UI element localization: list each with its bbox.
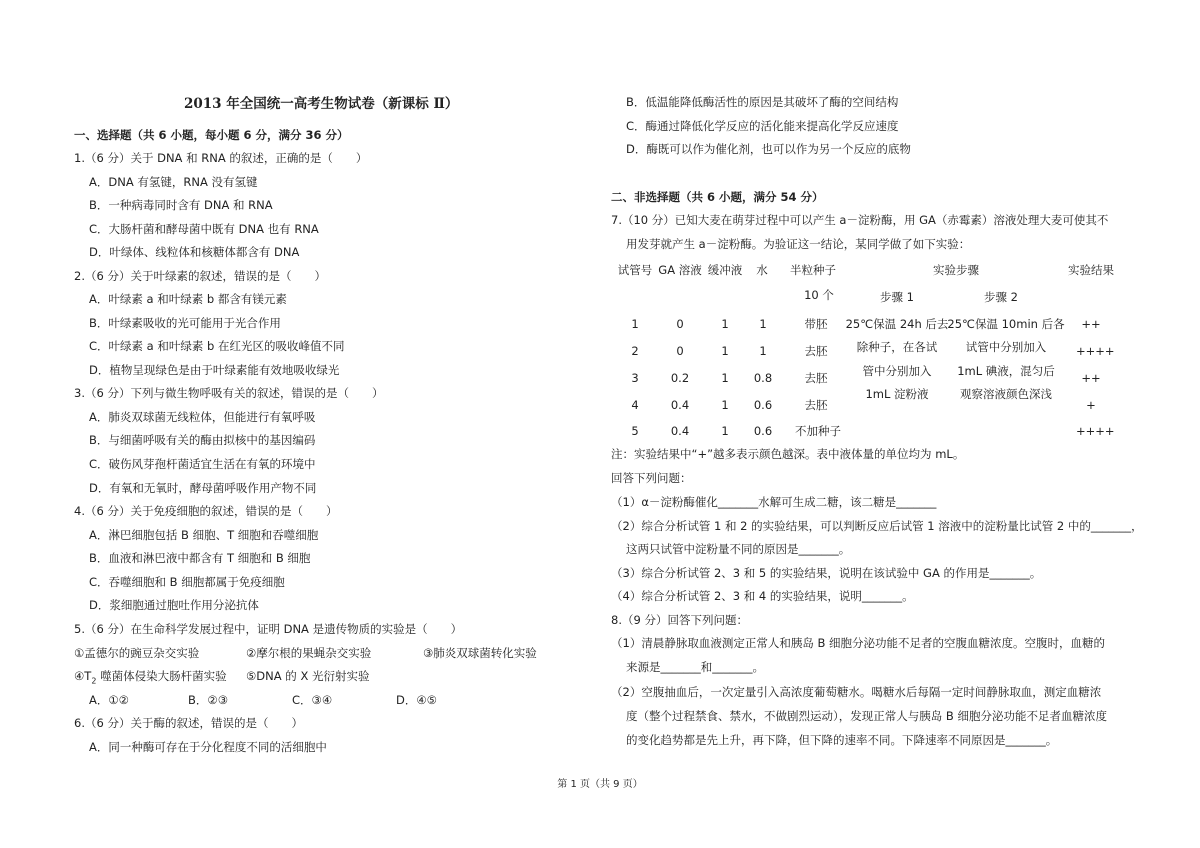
table-header-water: 水	[756, 263, 768, 277]
q1-stem: 1.（6 分）关于 DNA 和 RNA 的叙述，正确的是（ ）	[74, 151, 368, 165]
q5-option-b: B．②③	[188, 693, 229, 707]
table-row-4-result: +	[1086, 398, 1096, 412]
q5-item-5: ⑤DNA 的 X 光衍射实验	[246, 669, 370, 683]
q2-option-b: B．叶绿素吸收的光可能用于光合作用	[89, 316, 281, 330]
q7-part-1: （1）α－淀粉酶催化_______水解可生成二糖，该二糖是_______	[611, 495, 937, 509]
q5-option-a: A．①②	[89, 693, 129, 707]
q7-part-3: （3）综合分析试管 2、3 和 5 的实验结果，说明在该试验中 GA 的作用是_______。	[611, 566, 1042, 580]
table-row-4-tube: 4	[631, 398, 639, 412]
table-row-3-tube: 3	[631, 371, 639, 385]
q4-option-b: B．血液和淋巴液中都含有 T 细胞和 B 细胞	[89, 551, 311, 565]
table-row-2-result: ++++	[1076, 344, 1115, 358]
table-row-2-buffer: 1	[721, 344, 729, 358]
table-row-5-seed: 不加种子	[795, 424, 841, 438]
table-row-2-tube: 2	[631, 344, 639, 358]
page-title: 2013 年全国统一高考生物试卷（新课标 Ⅱ）	[184, 96, 459, 112]
table-step-2-line-2: 试管中分别加入	[965, 340, 1047, 354]
q5-item-2: ②摩尔根的果蝇杂交实验	[246, 646, 372, 660]
q6-option-d: D．酶既可以作为催化剂，也可以作为另一个反应的底物	[626, 142, 911, 156]
table-seed-unit: 10 个	[804, 288, 834, 302]
q3-option-b: B．与细菌呼吸有关的酶由拟核中的基因编码	[89, 433, 316, 447]
q7-stem-line-1: 7.（10 分）已知大麦在萌芽过程中可以产生 a－淀粉酶，用 GA（赤霉素）溶液处理大麦可使其不	[611, 213, 1109, 227]
page-footer: 第 1 页（共 9 页）	[557, 779, 643, 790]
table-row-1-result: ++	[1081, 317, 1101, 331]
q8-part-2-line-2: 度（整个过程禁食、禁水，不做剧烈运动），发现正常人与胰岛 B 细胞分泌功能不足者血糖浓度	[626, 709, 1107, 723]
table-header-result: 实验结果	[1068, 263, 1114, 277]
table-row-2-ga: 0	[676, 344, 684, 358]
q3-stem: 3.（6 分）下列与微生物呼吸有关的叙述，错误的是（ ）	[74, 386, 384, 400]
q5-item-3: ③肺炎双球菌转化实验	[423, 646, 537, 660]
q5-option-d: D．④⑤	[396, 693, 437, 707]
table-row-1-tube: 1	[631, 317, 639, 331]
q8-part-1-line-2: 来源是_______和_______。	[626, 660, 764, 674]
table-row-5-buffer: 1	[721, 424, 729, 438]
q3-option-a: A．肺炎双球菌无线粒体，但能进行有氧呼吸	[89, 410, 316, 424]
q7-part-2-line-1: （2）综合分析试管 1 和 2 的实验结果，可以判断反应后试管 1 溶液中的淀粉量比试管 2 中的_______，	[611, 519, 1143, 533]
section-2-heading: 二、非选择题（共 6 小题，满分 54 分）	[611, 190, 824, 204]
q1-option-b: B．一种病毒同时含有 DNA 和 RNA	[89, 198, 273, 212]
q7-note: 注：实验结果中“+”越多表示颜色越深。表中液体量的单位均为 mL。	[611, 447, 965, 461]
table-step-1-line-2: 除种子，在各试	[856, 340, 938, 354]
q8-part-2-line-3: 的变化趋势都是先上升，再下降，但下降的速率不同。下降速率不同原因是_______。	[626, 733, 1058, 747]
table-header-steps: 实验步骤	[933, 263, 979, 277]
q5-item-1: ①孟德尔的豌豆杂交实验	[74, 646, 200, 660]
table-row-3-seed: 去胚	[804, 371, 828, 385]
table-step-1-line-1: 25℃保温 24h 后去	[845, 317, 949, 331]
q1-option-d: D．叶绿体、线粒体和核糖体都含有 DNA	[89, 245, 300, 259]
q4-stem: 4.（6 分）关于免疫细胞的叙述，错误的是（ ）	[74, 504, 338, 518]
table-row-3-ga: 0.2	[670, 371, 690, 385]
table-header-tube: 试管号	[617, 263, 653, 277]
table-row-3-buffer: 1	[721, 371, 729, 385]
q5-item-4-rest: 噬菌体侵染大肠杆菌实验	[96, 669, 227, 683]
q8-part-1-line-1: （1）清晨静脉取血液测定正常人和胰岛 B 细胞分泌功能不足者的空腹血糖浓度。空腹时，血糖的	[611, 636, 1106, 650]
table-row-5-tube: 5	[631, 424, 639, 438]
q7-part-2-line-2: 这两只试管中淀粉量不同的原因是_______。	[626, 542, 851, 556]
q8-part-2-line-1: （2）空腹抽血后，一次定量引入高浓度葡萄糖水。喝糖水后每隔一定时间静脉取血，测定血糖浓	[611, 685, 1102, 699]
table-row-4-water: 0.6	[753, 398, 773, 412]
table-row-4-ga: 0.4	[670, 398, 690, 412]
q4-option-d: D．浆细胞通过胞吐作用分泌抗体	[89, 598, 259, 612]
q6-option-c: C．酶通过降低化学反应的活化能来提高化学反应速度	[626, 119, 899, 133]
q5-stem: 5.（6 分）在生命科学发展过程中，证明 DNA 是遗传物质的实验是（ ）	[74, 622, 463, 636]
table-row-3-result: ++	[1081, 371, 1101, 385]
table-row-4-buffer: 1	[721, 398, 729, 412]
table-step-1-line-3: 管中分别加入	[862, 364, 932, 378]
table-row-1-seed: 带胚	[804, 317, 828, 331]
q4-option-a: A．淋巴细胞包括 B 细胞、T 细胞和吞噬细胞	[89, 528, 319, 542]
q7-answer-prompt: 回答下列问题：	[611, 471, 692, 485]
table-row-5-ga: 0.4	[670, 424, 690, 438]
table-step-2-header: 步骤 2	[984, 290, 1018, 304]
q5-item-4	[74, 668, 227, 689]
table-row-1-ga: 0	[676, 317, 684, 331]
table-header-seed: 半粒种子	[790, 263, 836, 277]
q6-stem: 6.（6 分）关于酶的叙述，错误的是（ ）	[74, 716, 303, 730]
table-row-4-seed: 去胚	[804, 398, 828, 412]
table-header-buffer: 缓冲液	[707, 263, 743, 277]
q2-stem: 2.（6 分）关于叶绿素的叙述，错误的是（ ）	[74, 269, 326, 283]
table-step-2-line-1: 25℃保温 10min 后各	[947, 317, 1065, 331]
table-row-2-seed: 去胚	[804, 344, 828, 358]
q4-option-c: C．吞噬细胞和 B 细胞都属于免疫细胞	[89, 575, 285, 589]
q5-item-4-sub: 2	[91, 676, 97, 686]
table-row-1-water: 1	[759, 317, 767, 331]
table-step-2-line-4: 观察溶液颜色深浅	[960, 387, 1052, 401]
q3-option-d: D．有氧和无氧时，酵母菌呼吸作用产物不同	[89, 481, 317, 495]
table-row-3-water: 0.8	[753, 371, 773, 385]
table-row-5-result: ++++	[1076, 424, 1115, 438]
q2-option-c: C．叶绿素 a 和叶绿素 b 在红光区的吸收峰值不同	[89, 339, 345, 353]
q1-option-c: C．大肠杆菌和酵母菌中既有 DNA 也有 RNA	[89, 222, 319, 236]
q2-option-a: A．叶绿素 a 和叶绿素 b 都含有镁元素	[89, 292, 287, 306]
q6-option-a: A．同一种酶可存在于分化程度不同的活细胞中	[89, 740, 327, 754]
table-step-1-header: 步骤 1	[880, 290, 914, 304]
table-step-2-line-3: 1mL 碘液，混匀后	[957, 364, 1055, 378]
section-1-heading: 一、选择题（共 6 小题，每小题 6 分，满分 36 分）	[74, 128, 349, 142]
table-header-ga: GA 溶液	[658, 263, 702, 277]
q7-stem-line-2: 用发芽就产生 a－淀粉酶。为验证这一结论，某同学做了如下实验：	[626, 237, 971, 251]
q1-option-a: A．DNA 有氢键，RNA 没有氢键	[89, 175, 258, 189]
q8-stem: 8.（9 分）回答下列问题：	[611, 613, 748, 627]
table-row-5-water: 0.6	[753, 424, 773, 438]
q6-option-b: B．低温能降低酶活性的原因是其破坏了酶的空间结构	[626, 95, 899, 109]
q3-option-c: C．破伤风芽孢杆菌适宜生活在有氧的环境中	[89, 457, 316, 471]
table-row-1-buffer: 1	[721, 317, 729, 331]
q5-item-4-prefix: ④T	[74, 669, 92, 683]
q2-option-d: D．植物呈现绿色是由于叶绿素能有效地吸收绿光	[89, 363, 340, 377]
q7-part-4: （4）综合分析试管 2、3 和 4 的实验结果，说明_______。	[611, 589, 914, 603]
table-step-1-line-4: 1mL 淀粉液	[865, 387, 929, 401]
table-row-2-water: 1	[759, 344, 767, 358]
q5-option-c: C．③④	[292, 693, 333, 707]
